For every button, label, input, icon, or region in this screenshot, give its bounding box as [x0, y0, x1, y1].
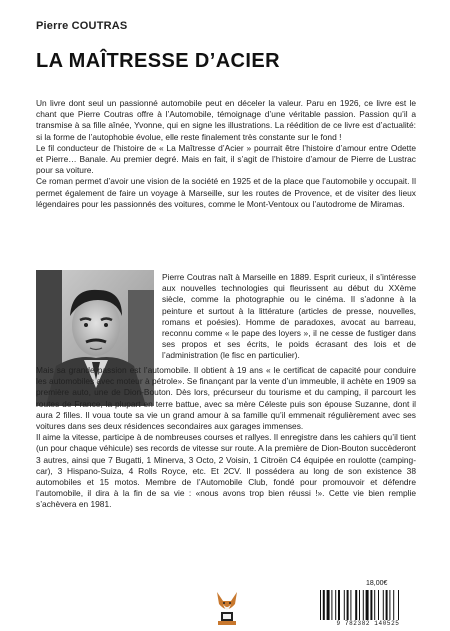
- intro-paragraph: Ce roman permet d’avoir une vision de la société en 1925 et de la place que l’automobile y occupait. Il permet également de faire un voyage à Marseille, sur les routes de Provence, et de visiter des lieux légendaires pour les passionnés des voitures, comme le Mont-Ventoux ou l’autodrome de Miramas.: [36, 176, 416, 209]
- author-name: Pierre COUTRAS: [36, 20, 128, 32]
- bio-text-beside-photo: [162, 272, 416, 362]
- price-label: 18,00€: [366, 580, 388, 587]
- fox-logo-icon: [214, 590, 240, 626]
- intro-text: [36, 98, 416, 210]
- intro-paragraph: Un livre dont seul un passionné automobile peut en déceler la valeur. Paru en 1926, ce livre est le chant que Pierre Coutras offre à l’Automobile, témoignage d’une véritable passion. Passion qu’il a transmise à sa fille aînée, Yvonne, qui en signe les illustrations. La réédition de ce livre est d’actualité: si la forme de l’autophobie évolue, elle reste finalement très constante sur le fond !: [36, 98, 416, 142]
- barcode-digits: 9 782382 140525: [336, 620, 400, 627]
- barcode-icon: [318, 590, 418, 622]
- book-title: LA MAÎTRESSE D’ACIER: [36, 50, 280, 72]
- bio-paragraph: Mais sa grande passion est l’automobile. Il obtient à 19 ans « le certificat de capacité pour conduire les automobiles avec moteur à pétrole». Se finançant par la vente d’un immeuble, il achète en 1909 sa première auto, une de Dion-Bouton. Dès lors, précurseur du tourisme et du camping, il parcourt les routes de France, la plupart en terre battue, avec sa mère Céleste puis son épouse Suzanne, dont il aura 2 filles. Il voua toute sa vie un grand amour à sa famille qu’il emmenait régulièrement avec ses voitures dans ses deux résidences secondaires aux garages immenses.: [36, 365, 416, 432]
- bio-text-full-width: [36, 365, 416, 511]
- bio-paragraph: Pierre Coutras naît à Marseille en 1889. Esprit curieux, il s’intéresse aux nouvelles technologies qui fleurissent au début du XXème siècle, comme la photographie ou le cinéma. Il s’adonne à la peinture et surtout à la littérature (articles de presse, nouvelles, romans et poésies). Homme de paradoxes, avocat au barreau, reconnu comme « le pape des loyers », il ne cesse de fustiger dans ses propos et ses écrits, le poids écrasant des lois et de l’administration (le fisc en particulier).: [162, 272, 416, 361]
- intro-paragraph: Le fil conducteur de l’histoire de « La Maîtresse d’Acier » pourrait être l’histoire d’amour entre Odette et Pierre… Banale. Au premier degré. Mais en fait, il s’agit de l’histoire d’amour de Pierre de Lustrac pour sa voiture.: [36, 142, 416, 176]
- bio-paragraph: Il aime la vitesse, participe à de nombreuses courses et rallyes. Il enregistre dans les cahiers qu’il tient (un pour chaque véhicule) ses records de vitesse sur route. A la première de Dion-Bouton succèderont 3 autres, ainsi que 7 Bugatti, 1 Minerva, 3 Octo, 2 Voisin, 1 Citroën C4 équipée en roulotte (camping-car), 3 Hispano-Suiza, 4 Rolls Royce, etc. Et 2CV. Il possédera au long de son existence 38 automobiles et 15 motos. Membre de l’Automobile Club, fondé pour promouvoir et défendre l’automobile, il dira à la fin de sa vie : «nous avons trop bien réussi !». Cette vie bien remplie s’achèvera en 1981.: [36, 432, 416, 510]
